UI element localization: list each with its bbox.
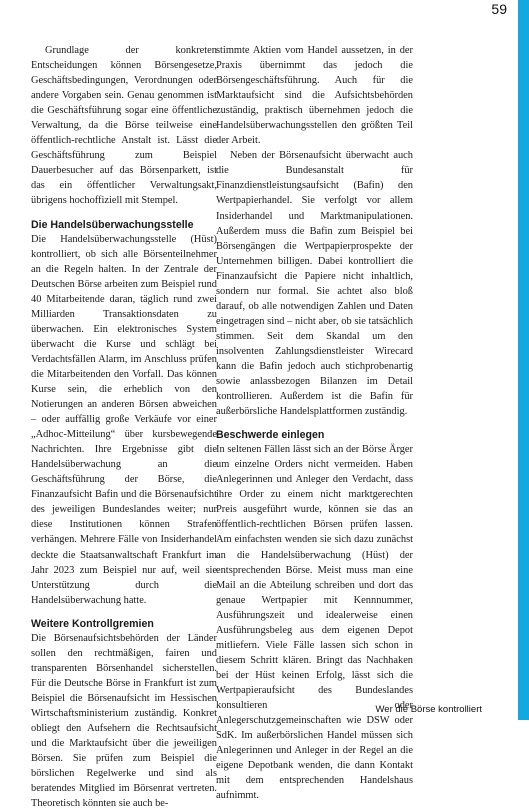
paragraph: Grundlage der konkreten Entscheidungen können Börsengesetze, Geschäftsbedingungen, Verordnungen oder andere Vorgaben sein. Genau genommen ist die Geschäftsführung sogar eine öffentliche Verwaltung, da die Börse teilweise eine öffentlich-rechtliche Anstalt ist. Lässt die Geschäftsführung zum Beispiel Dauerbesucher auf das Börsenparkett, ist das ein öffentlicher Verwaltungsakt, übrigens hochoffiziell mit Stempel. bbox=[31, 45, 217, 207]
paragraph: Die Börsenaufsichtsbehörden der Länder sollen den rechtmäßigen, fairen und transparenten Börsenhandel sicherstellen. Für die Deutsche Börse in Frankfurt ist zum Beispiel die Börsenaufsicht im Hessischen Wirtschaftsministerium zuständig. Konkret obliegt den Aufsehern die Rechtsaufsicht und die Marktaufsicht über die jeweiligen Börsen. Sie prüfen zum Beispiel die börslichen Regelwerke und sind als beratendes Mitglied im Börsenrat vertreten. Theoretisch könnten sie auch be- bbox=[31, 632, 217, 810]
page-number: 59 bbox=[491, 1, 507, 17]
section-heading-kontrollgremien: Weitere Kontrollgremien bbox=[31, 617, 154, 630]
right-column bbox=[216, 43, 413, 803]
section-heading-handelsueberwachung: Die Handelsüberwachungsstelle bbox=[31, 218, 194, 231]
left-column bbox=[31, 43, 217, 811]
paragraph: stimmte Aktien vom Handel aussetzen, in der Praxis übernimmt das jedoch die Börsengeschäftsführung. Auch für die Marktaufsicht sind die Aufsichtsbehörden zuständig, praktisch übernehmen jedoch die Handelsüberwachungsstellen den größten Teil der Arbeit. bbox=[216, 45, 413, 147]
paragraph: In seltenen Fällen lässt sich an der Börse Ärger um einzelne Orders nicht vermeiden. Haben Anlegerinnen und Anleger den Verdacht, dass ihre Order zu einem nicht marktgerechten Preis ausgeführt wurde, können sie das an öffentlich-rechtlichen Börsen prüfen lassen. Am einfachsten wenden sie sich dazu zunächst an die Handelsüberwachung (Hüst) der entsprechenden Börse. Meist muss man eine Mail an die Abteilung schreiben und dort das genaue Wertpapier mit Kennnummer, Ausführungszeit und idealerweise einen Ausführungsbeleg aus dem eigenen Depot mitliefern. Viele Fälle lassen sich schon in diesem Schritt klären. Bringt das Nachhaken bei der Hüst keinen Erfolg, lässt sich die Wertpapieraufsicht des Bundeslandes konsultieren oder Anlegerschutzgemeinschaften wie DSW oder SdK. Im außerbörslichen Handel müssen sich Anlegerinnen und Anleger in der Regel an die eigene Depotbank wenden, die dann Kontakt mit dem entsprechenden Handelshaus aufnimmt. bbox=[216, 444, 413, 802]
paragraph: Neben der Börsenaufsicht überwacht auch die Bundesanstalt für Finanzdienstleistungsaufsicht (Bafin) den Wertpapierhandel. Sie verfolgt vor allem Insiderhandel und Marktmanipulationen. Außerdem muss die Bafin zum Beispiel bei Börsengängen die Wertpapierprospekte der Unternehmen billigen. Dabei kontrolliert die Finanzaufsicht die Papiere nicht inhaltlich, sondern nur formal. Sie achtet also bloß darauf, ob alle notwendigen Zahlen und Daten eingetragen sind – nicht aber, ob sie tatsächlich stimmen. Seit dem Skandal um den insolventen Zahlungsdienstleister Wirecard kann die Bafin jedoch auch stichprobenartig sowie anlassbezogen Bilanzen im Detail kontrollieren. Außerdem ist die Bafin für außerbörsliche Handelsplattformen zuständig. bbox=[216, 150, 413, 418]
section-heading-beschwerde: Beschwerde einlegen bbox=[216, 429, 325, 442]
paragraph: Die Handelsüberwachungsstelle (Hüst) kontrolliert, ob sich alle Börsenteilnehmer an die Regeln halten. In der Zentrale der Deutschen Börse arbeiten zum Beispiel rund 40 Mitarbeitende daran, täglich rund zwei Milliarden Transaktionsdaten zu überwachen. Ein elektronisches System überwacht die Kurse und schlägt bei Verdachtsfällen Alarm, im Anschluss prüfen die Mitarbeitenden den Vorfall. Das können Kurse sein, die erheblich von den Notierungen an anderen Börsen abweichen – oder auffällig große Verkäufe vor einer „Adhoc-Mitteilung“ über kursbewegende Nachrichten. Ihre Ergebnisse gibt die Handelsüberwachung an die Geschäftsführung der Börse, die Finanzaufsicht Bafin und die Börsenaufsicht des jeweiligen Bundeslandes weiter; nur diese Institutionen können Strafen verhängen. Mehrere Fälle von Insiderhandel deckte die Staatsanwaltschaft Frankfurt im Jahr 2023 zum Beispiel nur auf, weil sie Unterstützung durch die Handelsüberwachung hatte. bbox=[31, 233, 217, 606]
running-footer: Wer die Börse kontrolliert bbox=[375, 704, 482, 715]
side-accent-bar bbox=[518, 0, 529, 720]
